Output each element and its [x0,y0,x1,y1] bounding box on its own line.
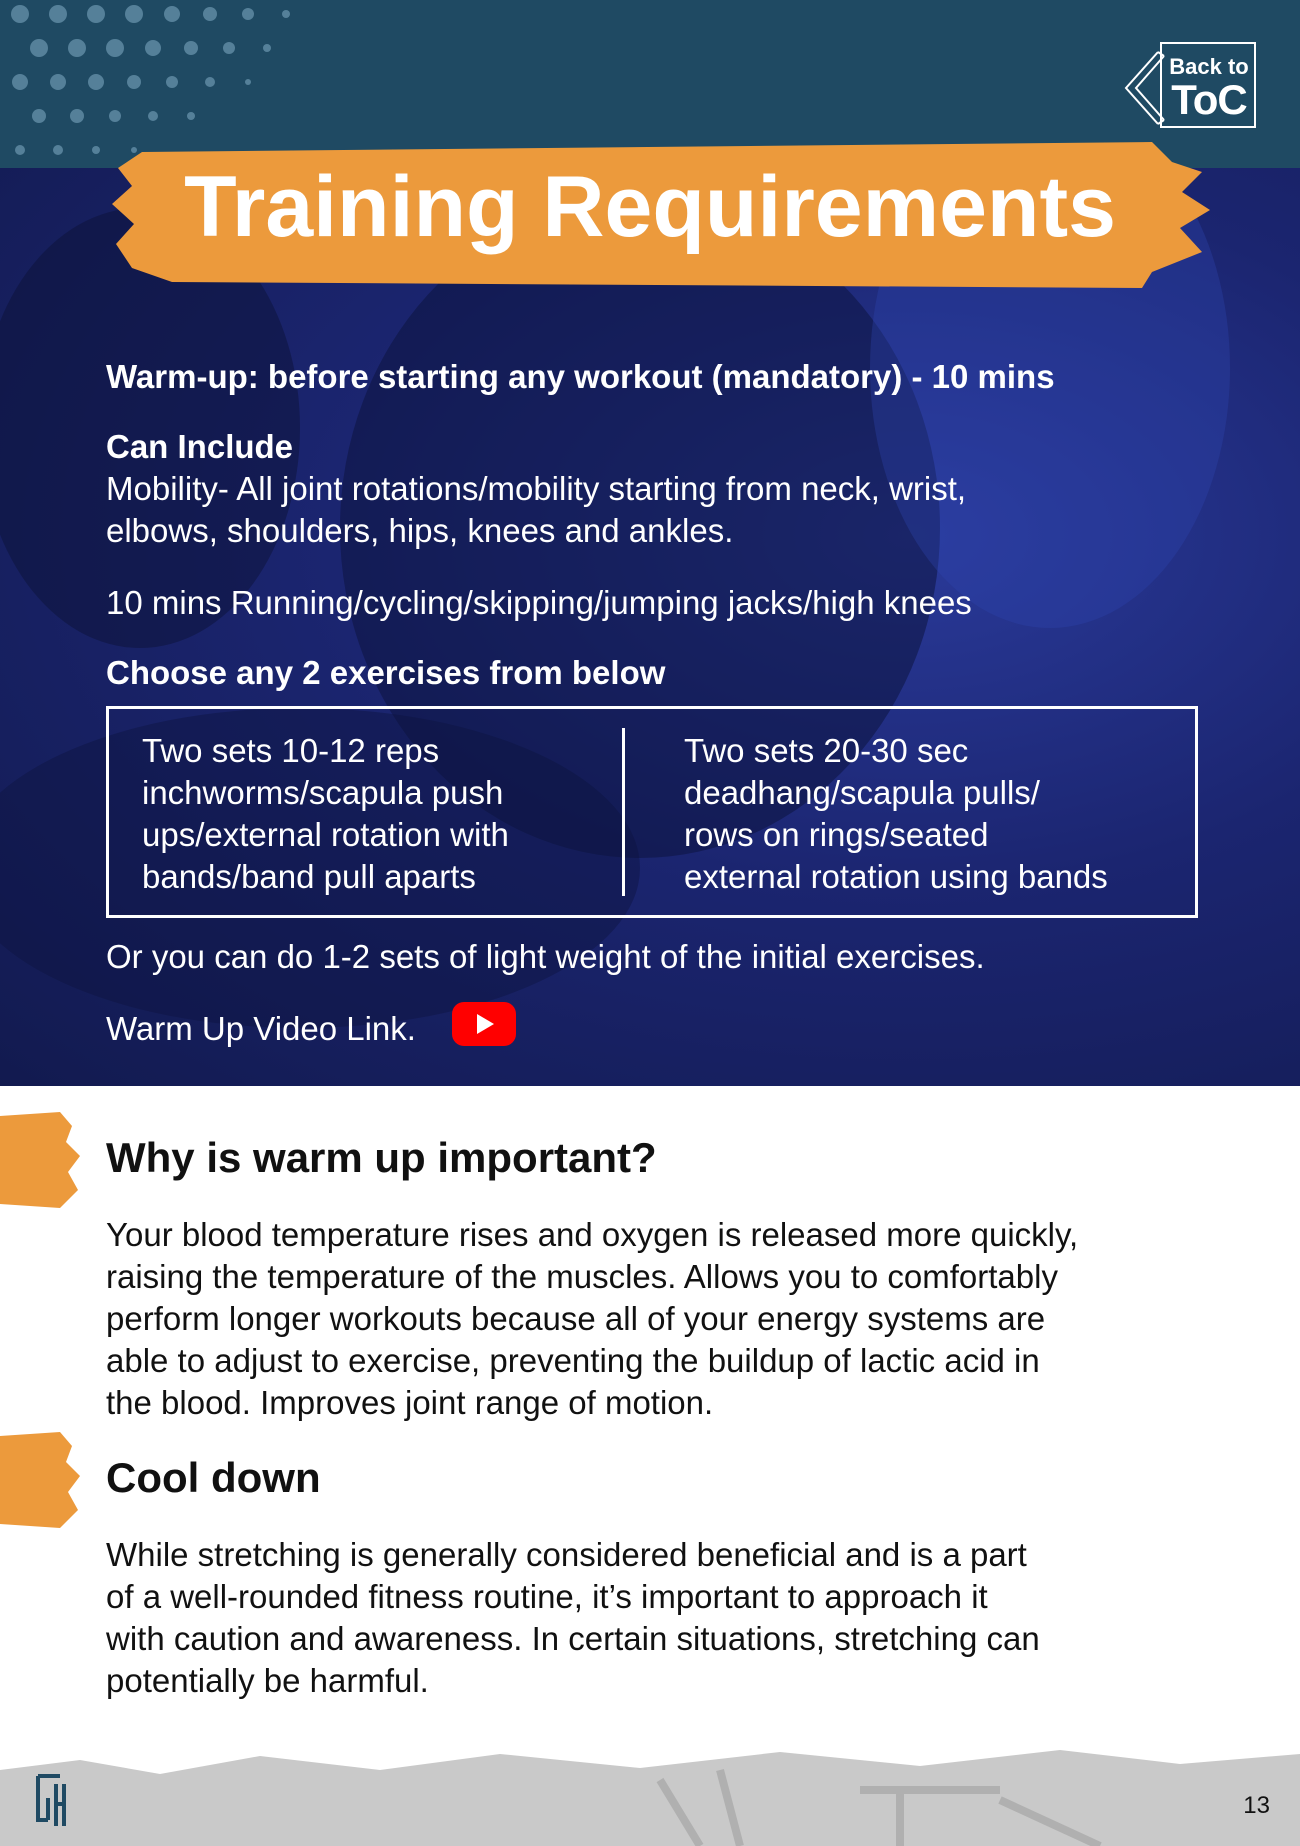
mobility-line-1: Mobility- All joint rotations/mobility starting from neck, wrist, [106,470,967,507]
exercise-option-1-line: ups/external rotation with [142,816,509,853]
why-body-line: Your blood temperature rises and oxygen is released more quickly, [106,1216,1079,1253]
why-body-line: perform longer workouts because all of your energy systems are [106,1300,1046,1337]
warmup-heading: Warm-up: before starting any workout (mandatory) - 10 mins [106,358,1055,395]
exercise-divider [622,728,625,896]
exercise-option-1-line: Two sets 10-12 reps [142,732,440,769]
toc-label: ToC [1171,76,1247,123]
cool-down-heading: Cool down [106,1454,321,1501]
exercise-option-1 [142,730,509,898]
why-body [106,1214,1206,1424]
warmup-video-link[interactable]: Warm Up Video Link. [106,1010,416,1047]
choose-heading: Choose any 2 exercises from below [106,654,666,691]
why-body-line: able to adjust to exercise, preventing the buildup of lactic acid in [106,1342,1040,1379]
footer-brush-band [0,1740,1300,1846]
exercise-option-2 [684,730,1108,898]
page-title: Training Requirements [184,159,1116,255]
exercise-option-1-line: inchworms/scapula push [142,774,504,811]
cool-down-body-line: potentially be harmful. [106,1662,429,1699]
back-to-toc-button[interactable] [1118,42,1258,130]
page-number: 13 [1243,1792,1270,1819]
cool-down-body-line: While stretching is generally considered beneficial and is a part [106,1536,1027,1573]
can-include-heading: Can Include [106,428,294,465]
exercise-option-2-line: deadhang/scapula pulls/ [684,774,1040,811]
cool-down-body [106,1534,1206,1702]
cool-down-body-line: of a well-rounded fitness routine, it’s important to approach it [106,1578,988,1615]
exercise-option-2-line: rows on rings/seated [684,816,989,853]
back-to-label: Back to [1169,54,1249,79]
alternative-note: Or you can do 1-2 sets of light weight of the initial exercises. [106,938,985,975]
exercise-option-2-line: Two sets 20-30 sec [684,732,969,769]
book-icon [1118,48,1166,128]
exercise-option-1-line: bands/band pull aparts [142,858,476,895]
why-heading: Why is warm up important? [106,1134,657,1181]
cool-down-body-line: with caution and awareness. In certain situations, stretching can [106,1620,1040,1657]
cardio-line: 10 mins Running/cycling/skipping/jumping jacks/high knees [106,584,972,621]
orange-brush-marker [0,1112,82,1208]
orange-brush-marker [0,1432,82,1528]
why-body-line: raising the temperature of the muscles. Allows you to comfortably [106,1258,1058,1295]
brand-logo-icon [30,1770,70,1830]
youtube-play-icon[interactable] [452,1002,516,1046]
exercise-option-2-line: external rotation using bands [684,858,1108,895]
why-body-line: the blood. Improves joint range of motion. [106,1384,714,1421]
mobility-line-2: elbows, shoulders, hips, knees and ankles. [106,512,734,549]
